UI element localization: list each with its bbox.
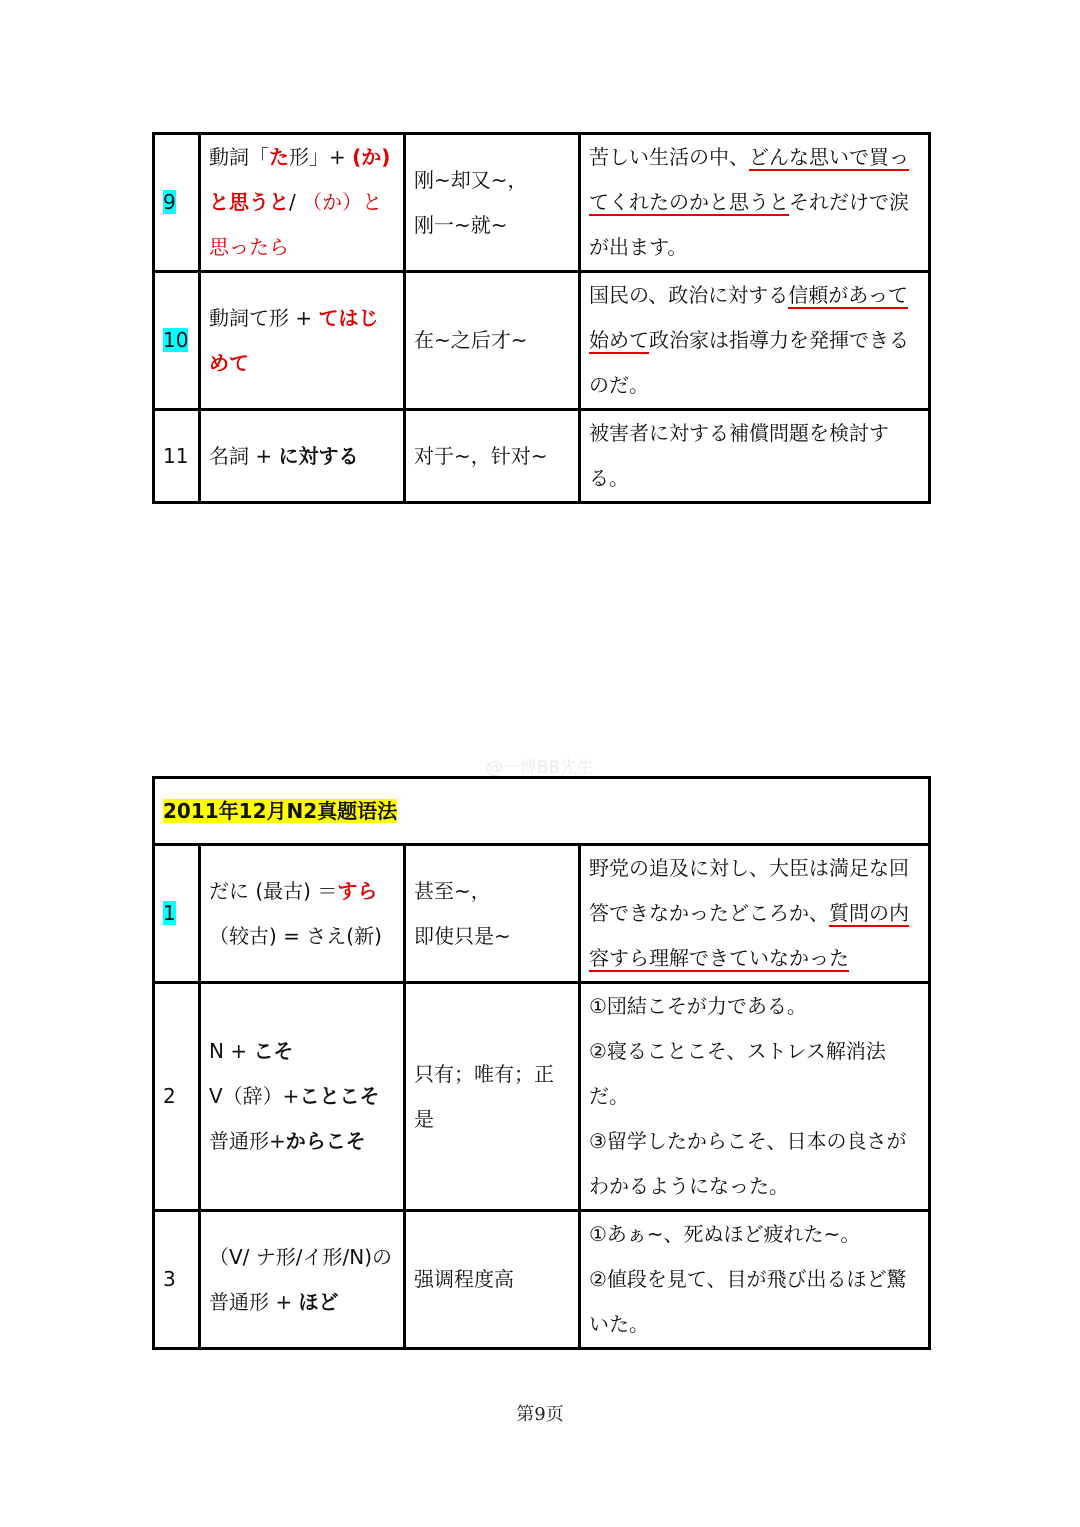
meaning-cell [405,272,580,410]
text-segment: ②値段を見て、目が飛び出るほど驚いた。 [589,1267,907,1336]
text-segment: V（辞）+ [209,1084,300,1108]
text-segment: （V/ ナ形/イ形/N)の普通形 + [209,1244,393,1314]
text-segment: 苦しい生活の中、 [589,145,749,169]
underlined-text: 質問の内容すら理解できていなかった [589,901,909,970]
row-number: 2 [163,1084,176,1108]
highlighted-text: ほど [298,1289,339,1314]
meaning-line: 对于~，针对~ [414,443,548,468]
table-row [154,845,930,983]
text-segment: 政治家は指導力を発揮できるのだ。 [589,328,909,397]
example-cell [580,134,930,272]
meaning-line: 甚至~， [414,878,491,903]
section-title: 2011年12月N2真题语法 [163,798,398,823]
text-segment: 動詞て形 + [209,305,319,330]
row-number: 10 [163,328,189,352]
meaning-line: 刚一~就~ [414,212,508,237]
row-number-cell [154,272,200,410]
text-segment: ②寝ることこそ、ストレス解消法だ。 [589,1039,886,1108]
meaning-line: 强调程度高 [414,1267,514,1291]
example-cell [580,983,930,1211]
table-row [154,410,930,503]
meaning-line: 即使只是~ [414,923,511,948]
meaning-cell [405,134,580,272]
text-segment: 野党の追及に対し、大臣は満足な回答できなかったどころか、 [589,856,909,925]
grammar-form-cell [200,410,405,503]
row-number-cell [154,410,200,503]
title-cell [154,778,930,845]
highlighted-text: すら [337,878,378,903]
table-row [154,272,930,410]
highlighted-text: てはじめて [209,305,379,375]
meaning-cell [405,983,580,1211]
title-row [154,778,930,845]
page-number: 第9页 [516,1404,564,1425]
grammar-form-cell [200,272,405,410]
text-segment: 名詞 + [209,443,279,468]
text-segment: それだけで涙が出ます。 [589,190,909,259]
example-cell [580,410,930,503]
example-cell [580,845,930,983]
grammar-form-cell [200,1211,405,1349]
underlined-text: 信頼があって始めて [589,283,909,352]
grammar-table-b [152,776,931,1350]
highlighted-text: (か)と思うと [209,145,391,214]
row-number-cell [154,1211,200,1349]
meaning-line: 只有；唯有；正是 [414,1061,554,1131]
text-segment: 形」+ [289,145,353,169]
row-number: 11 [163,443,189,468]
highlighted-text: （か）と思ったら [209,190,383,259]
text-segment: N + [209,1039,254,1063]
table-row [154,983,930,1211]
highlighted-text: た [269,145,289,169]
text-segment: 普通形+ [209,1129,286,1153]
table-row [154,134,930,272]
text-segment: （较古) = さえ(新) [209,923,382,948]
text-segment: ③留学したからこそ、日本の良さがわかるようになった。 [589,1129,907,1198]
text-segment: / [289,190,303,214]
text-segment: ①団結こそが力である。 [589,994,807,1018]
highlighted-text: こそ [253,1039,294,1063]
table-row [154,1211,930,1349]
meaning-cell [405,845,580,983]
example-cell [580,1211,930,1349]
grammar-form-cell [200,845,405,983]
watermark: @一博BB先生 [485,758,595,778]
meaning-cell [405,410,580,503]
row-number-cell [154,845,200,983]
grammar-form-cell [200,134,405,272]
highlighted-text: からこそ [285,1129,366,1153]
text-segment: 動詞「 [209,145,269,169]
grammar-table-a [152,132,931,504]
text-segment: ①あぁ~、死ぬほど疲れた~。 [589,1222,861,1246]
meaning-cell [405,1211,580,1349]
highlighted-text: に対する [278,443,359,468]
meaning-line: 在~之后才~ [414,328,528,352]
row-number-cell [154,134,200,272]
row-number: 9 [163,190,176,214]
grammar-form-cell [200,983,405,1211]
text-segment: 国民の、政治に対する [589,283,789,307]
meaning-line: 刚~却又~， [414,167,528,192]
row-number: 1 [163,901,176,925]
text-segment: 被害者に対する補償問題を検討する。 [589,421,889,490]
row-number-cell [154,983,200,1211]
text-segment: だに (最古) ＝ [209,878,338,903]
highlighted-text: ことこそ [299,1084,380,1108]
example-cell [580,272,930,410]
row-number: 3 [163,1267,176,1291]
underlined-text: どんな思いで買ってくれたのかと思うと [589,145,909,214]
